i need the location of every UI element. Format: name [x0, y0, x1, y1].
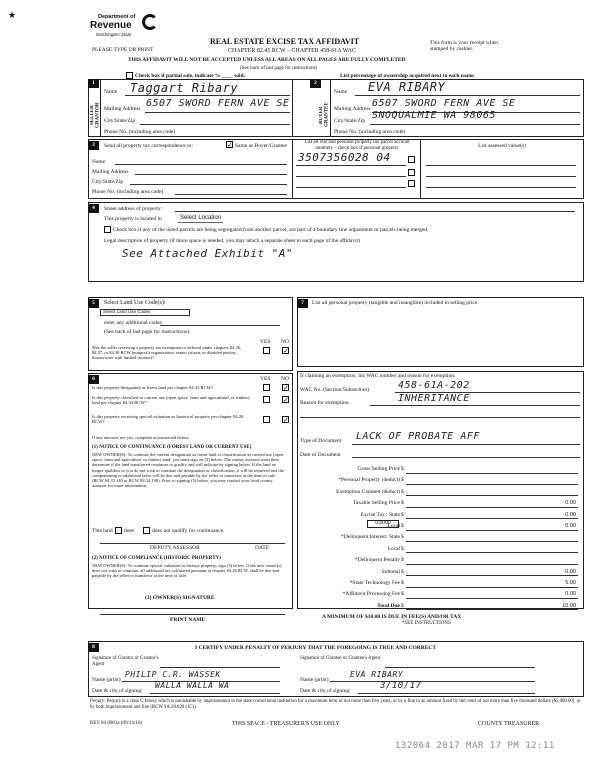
- form-title: REAL ESTATE EXCISE TAX AFFIDAVIT: [210, 37, 360, 46]
- section-5-number: 5: [88, 299, 99, 308]
- certify-statement: I CERTIFY UNDER PENALTY OF PERJURY THAT THE FOREGOING IS TRUE AND CORRECT: [195, 645, 437, 651]
- tax-row-value[interactable]: 0.00: [565, 591, 576, 598]
- grantee-signature-label: Signature of Grantee or Grantee's Agent: [300, 656, 381, 661]
- see-instructions: *SEE INSTRUCTIONS: [402, 621, 451, 626]
- historic-title: (2) NOTICE OF COMPLIANCE (HISTORIC PROPERTY): [92, 556, 221, 561]
- tax-row-label: *Personal Property (deduct): [338, 477, 400, 484]
- personal-property-checkbox-2[interactable]: [408, 169, 415, 176]
- buyer-city-label: City/State/Zip: [334, 118, 366, 124]
- current-use-no-checkbox[interactable]: ✓: [283, 396, 289, 404]
- seller-side-label: SELLER GRANTOR: [90, 102, 101, 128]
- does-checkbox[interactable]: [115, 527, 122, 534]
- local-rate-field[interactable]: 0.0000: [367, 520, 399, 528]
- seller-name-value[interactable]: Taggart Ribary: [130, 81, 239, 95]
- tax-row-label: *Delinquent Penalty: [354, 557, 400, 564]
- revision-label: REV 84 0001a (09/14/16): [90, 721, 142, 726]
- section-3-name-label: Name: [92, 159, 106, 165]
- same-as-buyer-checkbox[interactable]: ✓: [227, 141, 233, 149]
- reason-label: Reason for exemption: [300, 400, 349, 406]
- tax-row-value[interactable]: 5.00: [565, 580, 576, 586]
- seller-name-label: Name: [104, 89, 118, 95]
- seller-phone-label: Phone No. (including area code): [104, 129, 176, 135]
- seller-city-label: City/State/Zip: [104, 118, 136, 124]
- grantee-name-value[interactable]: EVA RIBARY: [350, 670, 404, 679]
- form-notice: THIS AFFIDAVIT WILL NOT BE ACCEPTED UNLESS ALL AREAS ON ALL PAGES ARE FULLY COMPLETED: [128, 57, 406, 63]
- section-8-number: 8: [88, 643, 99, 652]
- county-treasurer-label: COUNTY TREASURER: [478, 721, 540, 727]
- section-6-number: 6: [88, 375, 99, 384]
- buyer-mailing-label: Mailing Address: [334, 106, 371, 112]
- segregated-checkbox[interactable]: [104, 226, 111, 233]
- tax-row-currency: $: [401, 477, 404, 484]
- tax-row-label: Taxable Selling Price: [353, 500, 400, 507]
- seller-mailing-label: Mailing Address: [104, 106, 141, 112]
- grantor-date-label: Date & city of signing:: [92, 688, 143, 694]
- tax-row-label: Gross Selling Price: [357, 466, 400, 472]
- continuance-text: NEW OWNER(S): To continue the current designation as forest land or classification as current use (open space, farm and agriculture, or timber) land, you must sign on (3) below. The county assessor must then determine if the land transferred continues to qualify and will indicate by signing below. If the land no longer qualifies or you do not wish to continue the designation or classification, it will be removed and the compensating or additional taxes will be due and payable by the seller or transferor at the time of sale. (RCW 84.33.140 or RCW 84.34.108). Prior to signing (3) below, you may contact your local county assessor for more information.: [92, 452, 284, 489]
- buyer-phone-label: Phone No. (including area code): [334, 129, 406, 135]
- current-use-question: Is this property classified as current use (open space, farm and agricultural, or timber) land per chapter 84.34 RCW?: [92, 395, 250, 406]
- tax-row-label: Total Due: [377, 602, 400, 609]
- see-back-header: (See back of last page for instructions): [240, 66, 318, 71]
- recording-stamp: 132064 2017 MAR 17 PM 12:11: [395, 741, 555, 751]
- this-land-label: This land: [92, 528, 113, 534]
- type-or-print: PLEASE TYPE OR PRINT: [92, 47, 154, 53]
- legal-description-label: Legal description of property (if more space is needed, you may attach a separate sheet to each page of the affidavit): [104, 238, 360, 244]
- forest-yes-checkbox[interactable]: [263, 384, 270, 391]
- grantor-signature-label: Signature of Grantor or Grantor's Agent: [92, 656, 159, 667]
- current-use-yes-checkbox[interactable]: [263, 396, 270, 403]
- exemption-yes-checkbox[interactable]: [263, 347, 270, 354]
- section-4-number: 4: [88, 204, 99, 213]
- owner-signature-label: (3) OWNER(S) SIGNATURE: [145, 595, 215, 601]
- wac-value[interactable]: 458-61A-202: [398, 380, 470, 391]
- tax-row-label: Local: [387, 523, 400, 529]
- grantor-name-value[interactable]: PHILIP C.R. WASSEK: [125, 670, 221, 679]
- doc-type-label: Type of Document: [300, 438, 342, 444]
- tax-row-currency: $: [401, 511, 404, 518]
- continuance-title: (1) NOTICE OF CONTINUANCE (FOREST LAND OR CURRENT USE): [92, 445, 252, 450]
- personal-property-checkbox-3[interactable]: [408, 180, 415, 187]
- section-3-phone-label: Phone No. (including area code): [92, 189, 164, 195]
- tax-row-currency: $: [401, 557, 404, 564]
- exemption-question: Was the seller receiving a property tax exemption or deferral under chapters 84.36, 84.37, or 84.38 RCW (nonprofit organization, senior citizen, or disabled person, homeowner with limited income)?: [92, 345, 242, 360]
- no-header-5: NO: [281, 339, 289, 345]
- treasurer-only-label: THIS SPACE - TREASURER'S USE ONLY: [232, 721, 340, 727]
- buyer-name-label: Name: [334, 89, 348, 95]
- wac-label: WAC No. (Section/Subsection): [300, 387, 369, 393]
- corner-mark: ★: [8, 11, 17, 21]
- forest-land-question: Is this property designated as forest land per chapter 84.33 RCW?: [92, 385, 214, 390]
- tax-row-currency: $: [401, 602, 404, 609]
- logo-dept: Department of: [98, 14, 136, 20]
- tax-row-value[interactable]: 0.00: [565, 568, 576, 575]
- logo-swirl-icon: [142, 14, 158, 30]
- tax-row-value[interactable]: 0.00: [565, 500, 576, 507]
- tax-row-currency: $: [401, 580, 404, 586]
- buyer-name-value[interactable]: EVA RIBARY: [368, 80, 446, 94]
- buyer-side-label: BUYER GRANTEE: [319, 102, 330, 128]
- doc-type-value[interactable]: LACK OF PROBATE AFF: [356, 431, 480, 442]
- assessor-date-label: DATE: [255, 545, 270, 551]
- tax-row-currency: $: [401, 534, 404, 541]
- segregated-label: Check box if any of the listed parcels are being segregated from another parcel, are part of a boundary line adjustment or parcels being merged.: [113, 227, 429, 233]
- grantor-name-label: Name (print): [92, 677, 121, 683]
- logo-revenue: Revenue: [90, 20, 132, 31]
- buyer-city-value[interactable]: SNOQUALMIE WA 98065: [372, 110, 496, 121]
- grantee-date-value[interactable]: 3/10/17: [380, 681, 422, 691]
- does-label: does: [124, 528, 135, 534]
- section-3-mailing-label: Mailing Address: [92, 169, 129, 175]
- no-header-6: NO: [281, 376, 289, 382]
- reason-value[interactable]: INHERITANCE: [398, 393, 470, 404]
- form-chapter: CHAPTER 82.45 RCW – CHAPTER 458-61A WAC: [228, 48, 356, 54]
- buyer-mailing-value[interactable]: 6507 SWORD FERN AVE SE: [372, 98, 516, 109]
- tax-row-value[interactable]: 0.00: [565, 523, 576, 529]
- personal-property-label: List all personal property (tangible and intangible) included in selling price.: [312, 300, 479, 306]
- street-address-label: Street address of property:: [104, 206, 163, 212]
- ownership-note: List percentage of ownership acquired next to each name.: [340, 73, 475, 79]
- land-use-title: Select Land Use Code(s):: [104, 300, 166, 306]
- does-not-label: does not qualify for continuance.: [152, 528, 225, 534]
- tax-row-currency: $: [401, 545, 404, 552]
- logo-state: Washington State: [96, 32, 132, 37]
- see-back-land-use: (See back of last page for instructions): [104, 329, 189, 335]
- deputy-assessor-label: DEPUTY ASSESSOR: [150, 545, 200, 551]
- parcel-number-value[interactable]: 3507356028 04: [298, 151, 391, 164]
- receipt-note: This form is your receipt when stamped by cashier.: [430, 40, 498, 53]
- section-1-number: 1: [88, 79, 99, 88]
- located-in-dropdown[interactable]: Select Location: [180, 215, 222, 221]
- personal-property-checkbox[interactable]: [408, 156, 415, 163]
- revenue-logo: [90, 12, 170, 48]
- tax-row-label: Subtotal: [381, 568, 400, 575]
- land-use-dropdown[interactable]: Select Land Use Codes: [100, 309, 190, 316]
- tax-row-currency: $: [401, 591, 404, 598]
- historic-question: Is this property receiving special valuation as historical property per chapter 84.26 RCW?: [92, 414, 244, 425]
- tax-row-label: Local: [387, 545, 400, 552]
- section-7-number: 7: [297, 299, 308, 308]
- located-in-label: This property is located in: [104, 216, 162, 222]
- historic-no-checkbox[interactable]: ✓: [283, 416, 289, 424]
- tax-row-currency: $: [401, 568, 404, 575]
- partial-sale-label: Check box if partial sale, indicate % ____ sold.: [135, 73, 246, 79]
- tax-row-currency: $: [401, 488, 404, 495]
- forest-no-checkbox[interactable]: ✓: [283, 384, 289, 392]
- tax-row-currency: $: [401, 523, 404, 529]
- assessed-header: List assessed value(s): [478, 143, 526, 149]
- grantee-name-label: Name (print): [300, 677, 329, 683]
- enter-additional-label: enter any additional codes:: [104, 320, 164, 326]
- doc-date-label: Date of Document: [300, 452, 341, 458]
- tax-row-currency: $: [401, 466, 404, 472]
- minimum-notice: A MINIMUM OF $10.00 IS DUE IN FEE(S) AND/OR TAX: [322, 614, 462, 620]
- same-as-buyer-label: Same as Buyer/Grantee: [235, 143, 287, 149]
- answer-note: If any answers are yes, complete as instructed below.: [92, 435, 190, 440]
- tax-row-label: Excise Tax : State: [360, 511, 400, 518]
- historic-text: NEW OWNER(S): To continue special valuation as historic property, sign (3) below. If the new owner(s) does not wish to continue, all additional tax calculated pursuant to chapter 84.26 RCW, shall be due and payable by the seller or transferor at the time of sale.: [92, 563, 282, 579]
- tax-row-value[interactable]: 10.00: [562, 602, 576, 609]
- partial-sale-checkbox[interactable]: [126, 72, 133, 79]
- tax-row-currency: $: [401, 500, 404, 507]
- send-correspondence-label: Send all property tax correspondence to:: [104, 143, 194, 149]
- legal-description-value[interactable]: See Attached Exhibit "A": [122, 247, 293, 260]
- parcel-header: List all real and personal property tax parcel account numbers – check box if personal property: [304, 140, 410, 151]
- yes-header-5: YES: [260, 339, 271, 345]
- tax-row-label: *Delinquent Interest: State: [341, 534, 400, 541]
- yes-header-6: YES: [260, 376, 271, 382]
- section-7-box: [297, 297, 584, 367]
- perjury-statement: Perjury: Perjury is a class C felony which is punishable by imprisonment in the state correctional institution for a maximum term of not more than five years, or by a fine in an amount fixed by the court of not more than five thousand dollars ($5,000.00), or by both imprisonment and fine (RCW 9A.20.020 (1C)).: [90, 699, 581, 710]
- section-3-city-label: City/State/Zip: [92, 179, 124, 185]
- tax-row-value[interactable]: 0.00: [565, 511, 576, 518]
- does-not-checkbox[interactable]: [143, 527, 150, 534]
- seller-mailing-value[interactable]: 6507 SWORD FERN AVE SE: [146, 98, 290, 109]
- grantee-date-label: Date & city of signing:: [300, 688, 351, 694]
- tax-row-label: *Affidavit Processing Fee: [342, 591, 400, 598]
- section-3-number: 3: [88, 141, 99, 150]
- print-name-label: PRINT NAME: [170, 617, 206, 623]
- exemption-no-checkbox[interactable]: ✓: [283, 347, 289, 355]
- grantor-date-value[interactable]: WALLA WALLA WA: [155, 681, 230, 690]
- historic-yes-checkbox[interactable]: [263, 416, 270, 423]
- tax-row-label: *State Technology Fee: [349, 580, 400, 586]
- section-2-number: 2: [310, 79, 321, 88]
- exemption-claim-label: If claiming an exemption, list WAC number and reason for exemption:: [300, 373, 456, 379]
- tax-row-label: Exemption Claimed (deduct): [336, 488, 400, 495]
